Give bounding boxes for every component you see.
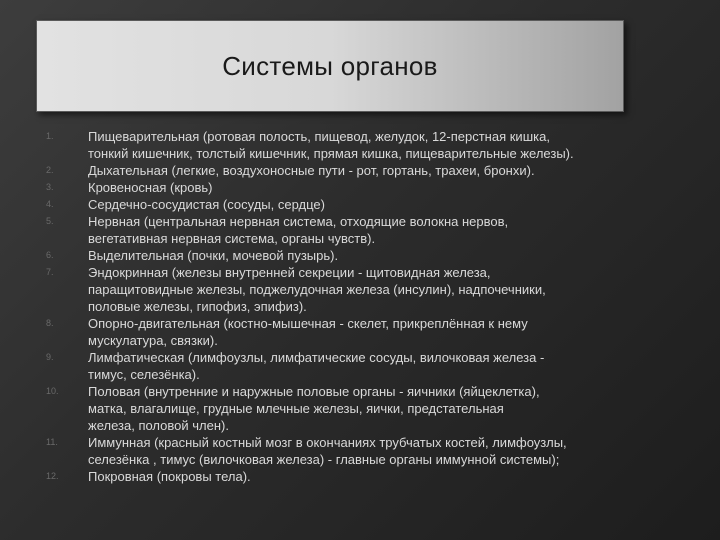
item-line: Сердечно-сосудистая (сосуды, сердце) [88, 197, 325, 212]
item-line: Покровная (покровы тела). [88, 469, 251, 484]
item-line: тонкий кишечник, толстый кишечник, прямая кишка, пищеварительные железы). [88, 146, 574, 161]
item-text [88, 213, 703, 247]
item-line: Нервная (центральная нервная система, отходящие волокна нервов, [88, 214, 509, 229]
list-item [0, 247, 720, 264]
list-item [0, 179, 720, 196]
item-line: тимус, селезёнка). [88, 367, 200, 382]
item-line: селезёнка , тимус (вилочковая железа) - главные органы иммунной системы); [88, 452, 560, 467]
item-line: Пищеварительная (ротовая полость, пищевод, желудок, 12-перстная кишка, [88, 129, 550, 144]
item-text [88, 247, 703, 264]
item-number: 9. [46, 352, 54, 362]
item-text [88, 128, 703, 162]
item-number: 3. [46, 182, 54, 192]
item-number: 2. [46, 165, 54, 175]
list-item [0, 128, 720, 162]
item-text [88, 349, 703, 383]
item-number: 5. [46, 216, 54, 226]
item-line: Выделительная (почки, мочевой пузырь). [88, 248, 339, 263]
item-line: Лимфатическая (лимфоузлы, лимфатические сосуды, вилочковая железа - [88, 350, 545, 365]
item-text [88, 264, 703, 315]
list-item [0, 196, 720, 213]
item-line: железа, половой член). [88, 418, 229, 433]
item-line: Эндокринная (железы внутренней секреции - щитовидная железа, [88, 265, 491, 280]
item-number: 11. [46, 437, 58, 447]
item-number: 12. [46, 471, 59, 481]
item-number: 10. [46, 386, 59, 396]
item-line: Дыхательная (легкие, воздухоносные пути - рот, гортань, трахеи, бронхи). [88, 163, 535, 178]
title-box [36, 20, 624, 112]
list-item [0, 349, 720, 383]
list-item [0, 468, 720, 485]
list-item [0, 162, 720, 179]
item-line: половые железы, гипофиз, эпифиз). [88, 299, 307, 314]
list-item [0, 434, 720, 468]
item-line: вегетативная нервная система, органы чувств). [88, 231, 376, 246]
item-line: матка, влагалище, грудные млечные железы, яички, предстательная [88, 401, 504, 416]
item-text [88, 315, 703, 349]
item-number: 6. [46, 250, 54, 260]
list-item [0, 315, 720, 349]
slide-title: Системы органов [222, 50, 438, 81]
list-item [0, 383, 720, 434]
item-text [88, 196, 703, 213]
item-text [88, 179, 703, 196]
item-number: 1. [46, 131, 54, 141]
list-item [0, 264, 720, 315]
item-text [88, 468, 703, 485]
item-line: мускулатура, связки). [88, 333, 218, 348]
item-number: 8. [46, 318, 54, 328]
item-line: Кровеносная (кровь) [88, 180, 213, 195]
item-line: Опорно-двигательная (костно-мышечная - скелет, прикреплённая к нему [88, 316, 528, 331]
item-number: 7. [46, 267, 54, 277]
item-text [88, 162, 703, 179]
item-line: Половая (внутренние и наружные половые органы - яичники (яйцеклетка), [88, 384, 540, 399]
item-text [88, 434, 703, 468]
item-text [88, 383, 703, 434]
item-number: 4. [46, 199, 54, 209]
list-item [0, 213, 720, 247]
item-line: Иммунная (красный костный мозг в окончаниях трубчатых костей, лимфоузлы, [88, 435, 567, 450]
item-line: паращитовидные железы, поджелудочная железа (инсулин), надпочечники, [88, 282, 546, 297]
organ-systems-list [0, 128, 720, 485]
